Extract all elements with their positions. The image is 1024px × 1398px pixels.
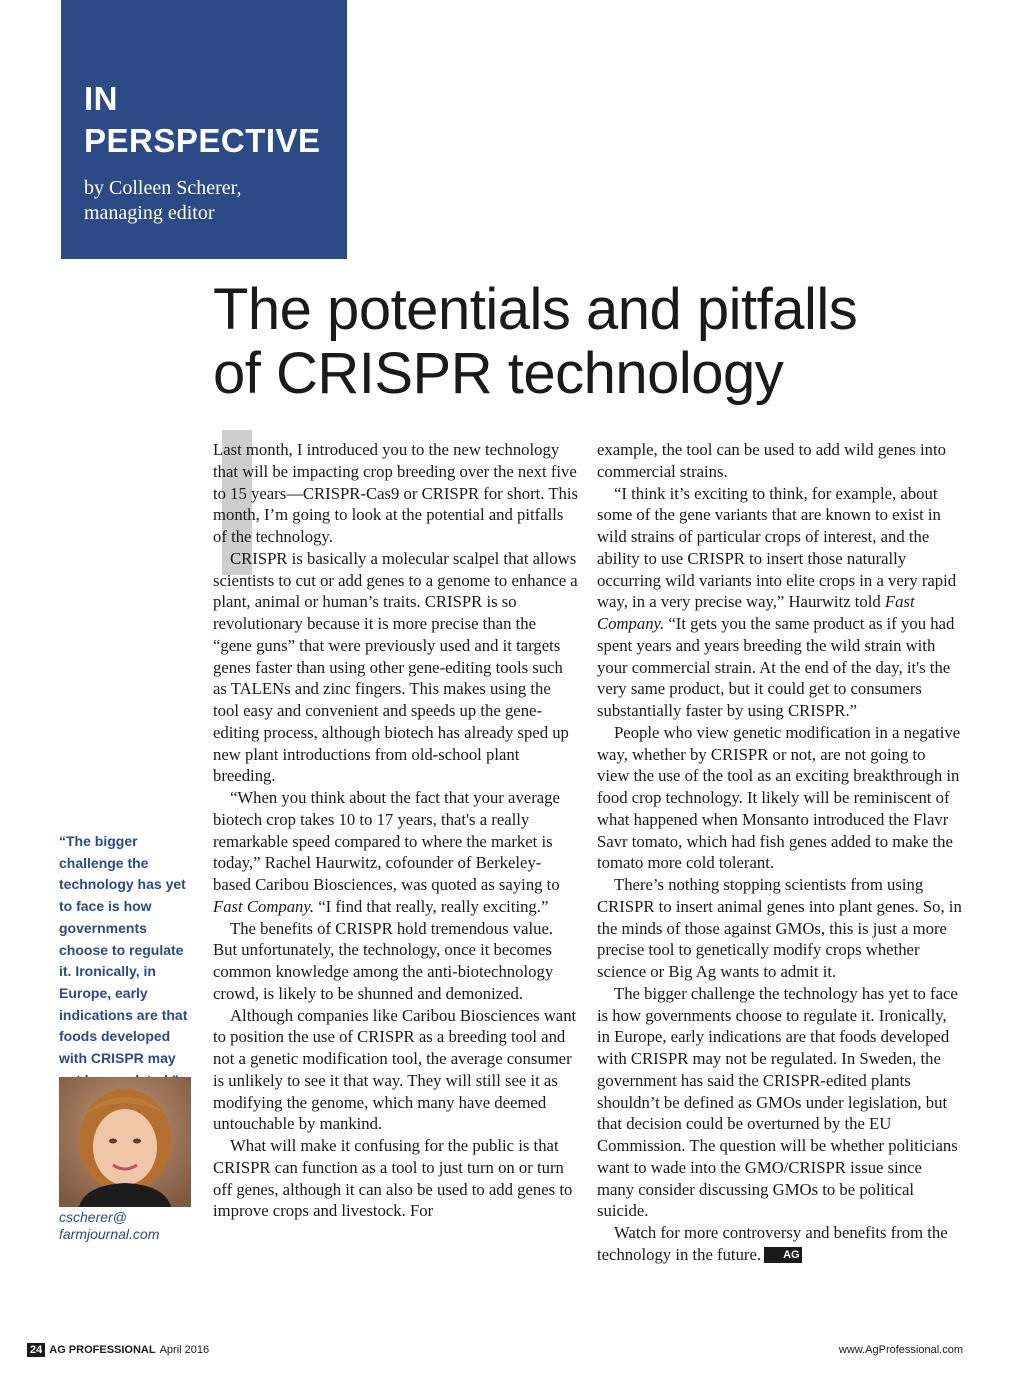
byline <box>84 176 347 226</box>
paragraph: What will make it confusing for the public is that CRISPR can function as a tool to just turn on or turn off genes, although it can also be used to add genes to improve crops and livestock. For <box>213 1136 573 1221</box>
magazine-name: AG PROFESSIONAL <box>49 1344 156 1356</box>
section-title <box>84 78 347 162</box>
author-photo <box>59 1077 191 1207</box>
byline-role: managing editor <box>84 202 215 224</box>
end-mark-icon: AG <box>764 1247 802 1263</box>
headline-line1: The potentials and pitfalls <box>213 277 858 342</box>
issue-date: April 2016 <box>159 1344 210 1356</box>
paragraph: The bigger challenge the technology has yet to face is how governments choose to regulate it. Ironically, in Europe, early indications are that foods developed with CRISPR may not be regulated. In Sweden, the government has said the CRISPR-edited plants shouldn’t be defined as GMOs under legislation, but that decision could be overturned by the EU Commission. The question will be whether politicians want to wade into the GMO/CRISPR issue since many consider discussing GMOs to be political suicide. <box>597 983 958 1221</box>
paragraph: “When you think about the fact that your average biotech crop takes 10 to 17 years, that's a really remarkable speed compared to where the market is today,” Rachel Haurwitz, cofounder of Berkeley-based Caribou Biosciences, was quoted as saying to Fast Company. “I find that really, really exciting.” <box>213 788 560 916</box>
paragraph: CRISPR is basically a molecular scalpel that allows scientists to cut or add genes to a genome to enhance a plant, animal or human’s traits. CRISPR is so revolutionary because it is more precise than the “gene guns” that were previously used and it targets genes faster than using other gene-editing tools such as TALENs and zinc fingers. This makes using the tool easy and convenient and speeds up the gene-editing process, although biotech has already sped up new plant introductions from old-school plant breeding. <box>213 548 578 786</box>
paragraph: Last month, I introduced you to the new technology that will be impacting crop breeding over the next five to 15 years—CRISPR-Cas9 or CRISPR for short. This month, I’m going to look at the potential and pitfalls of the technology. <box>213 440 578 546</box>
paragraph: The benefits of CRISPR hold tremendous value. But unfortunately, the technology, once it becomes common knowledge among the anti-biotechnology crowd, is likely to be shunned and demonized. <box>213 918 554 1003</box>
article-headline <box>213 278 1003 406</box>
article-column-left <box>213 439 578 1222</box>
paragraph: example, the tool can be used to add wild genes into commercial strains. <box>597 440 946 481</box>
paragraph: There’s nothing stopping scientists from using CRISPR to insert animal genes into plant genes. So, in the minds of those against GMOs, this is just a more precise tool to genetically modify crops whether science or Big Ag wants to admit it. <box>597 875 962 981</box>
headline-line2: of CRISPR technology <box>213 341 784 406</box>
page-number: 24 <box>27 1343 45 1357</box>
paragraph: “I think it’s exciting to think, for example, about some of the gene variants that are known to exist in wild strains of particular crops of interest, and the ability to use CRISPR to insert those naturally occurring wild variants into elite crops in a very rapid way, in a very precise way,” Haurwitz told Fast Company. “It gets you the same product as if you had spent years and years breeding the wild strain with your commercial strain. At the end of the day, it's the very same product, but it could get to consumers substantially faster by using CRISPR.” <box>597 483 957 720</box>
paragraph: Although companies like Caribou Biosciences want to position the use of CRISPR as a breeding tool and not a genetic modification tool, the average consumer is unlikely to see it that way. They will still see it as modifying the genome, which many have deemed untouchable by mankind. <box>213 1005 577 1134</box>
section-banner <box>61 0 347 259</box>
author-portrait-icon <box>59 1077 191 1207</box>
article-column-right <box>597 439 962 1266</box>
paragraph: Watch for more controversy and benefits from the technology in the future. AG <box>597 1223 948 1264</box>
footer-publication <box>27 1343 209 1357</box>
section-title-line2: PERSPECTIVE <box>84 122 321 159</box>
pull-quote: “The bigger challenge the technology has yet to face is how governments choose to regulate it. Ironically, in Europe, early indications are that foods developed with CRISPR may <box>59 833 188 1067</box>
footer-website[interactable]: www.AgProfessional.com <box>838 1344 963 1356</box>
paragraph: People who view genetic modification in a negative way, whether by CRISPR or not, are not going to view the use of the tool as an exciting breakthrough in food crop technology. It likely will be reminiscent of what happened when Monsanto introduced the Flavr Savr tomato, which had fish genes added to make the tomato more cold tolerant. <box>597 722 961 873</box>
byline-author: by Colleen Scherer, <box>84 177 242 199</box>
section-title-line1: IN <box>84 80 118 117</box>
author-email[interactable]: cscherer@ farmjournal.com <box>59 1209 160 1242</box>
